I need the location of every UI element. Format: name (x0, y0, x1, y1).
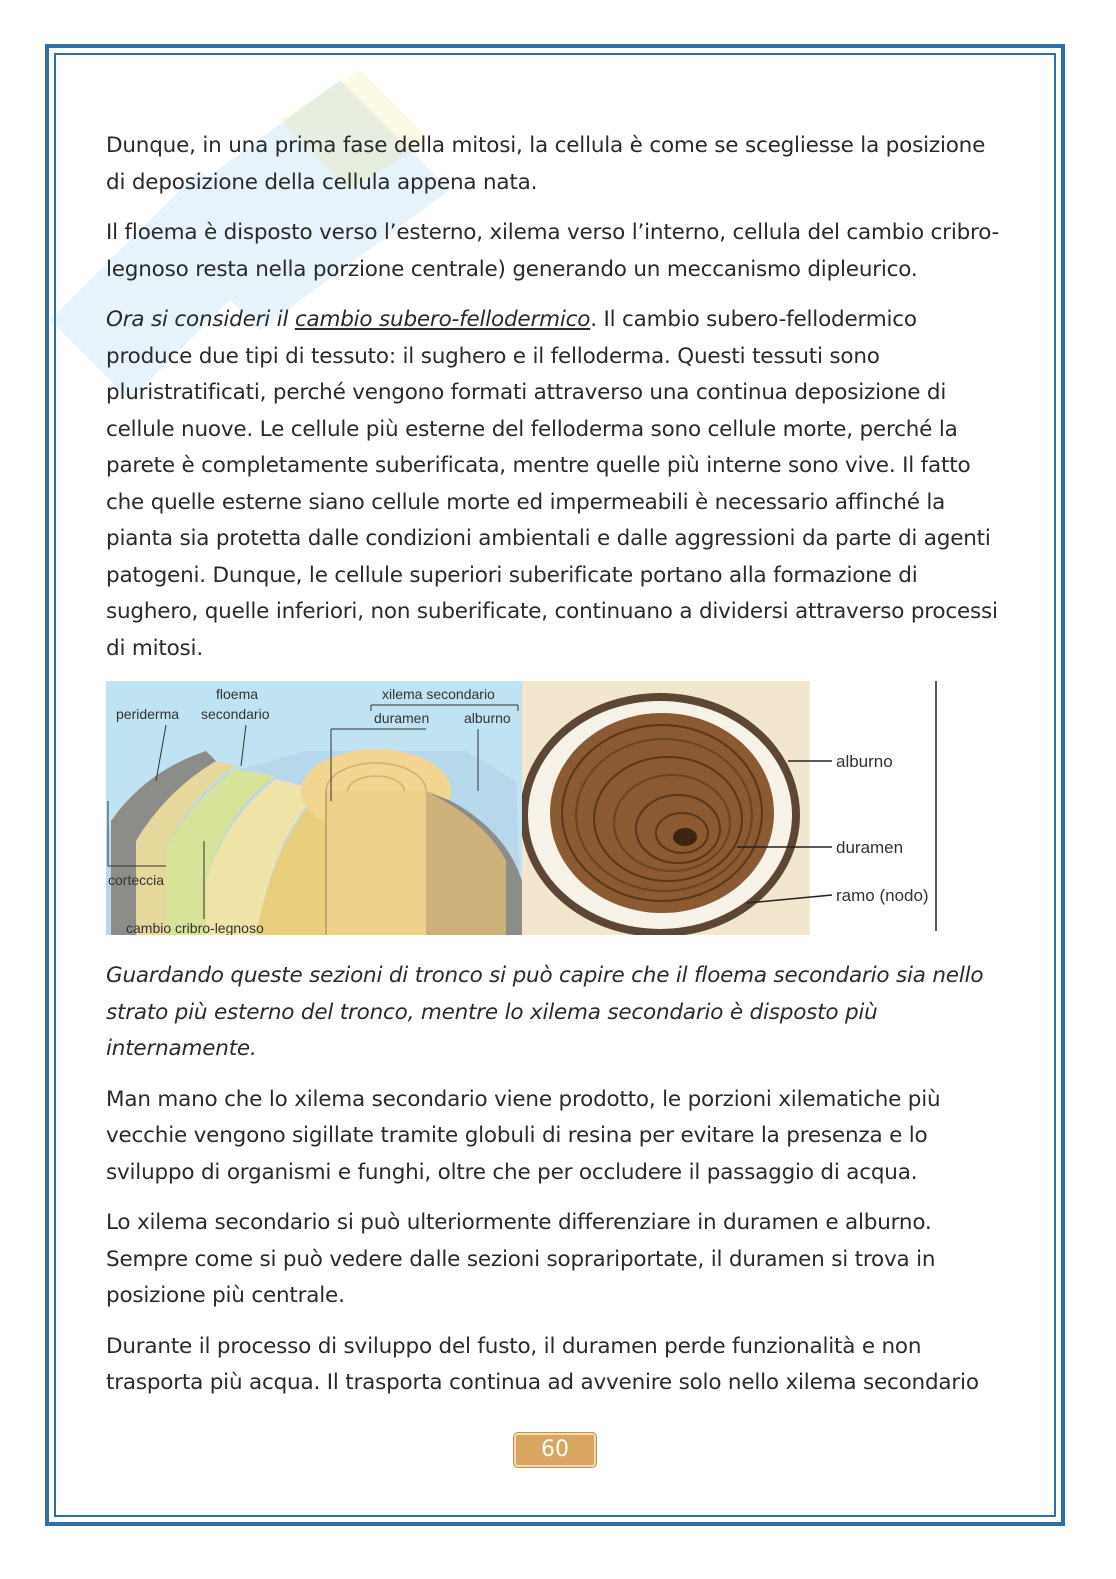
paragraph-sviluppo-fusto: Durante il processo di sviluppo del fusto, il duramen perde funzionalità e non trasporta più acqua. Il trasporta continua ad avvenire solo nello xilema secondario (106, 1333, 979, 1395)
figure-row (106, 681, 1006, 938)
label-cambio-cribro-legnoso: cambio cribro-legnoso (126, 920, 264, 935)
paragraph-duramen-alburno: Lo xilema secondario si può ulteriormente differenziare in duramen e alburno. Sempre come si può vedere dalle sezioni soprariportate, il duramen si trova in posizione più centrale. (106, 1210, 936, 1308)
label-secondario: secondario (201, 706, 270, 722)
label-alburno: alburno (464, 710, 511, 726)
label-duramen-photo: duramen (836, 838, 904, 857)
paragraph-body: . Il cambio subero-fellodermico produce due tipi di tessuto: il sughero e il felloderma. Questi tessuti sono pluristratificati, perché vengono formati attraverso una continua deposizione di cellule nuove. Le cellule più esterne del felloderma sono cellule morte, perché la parete è completamente suberificata, mentre quelle più interne sono vive. Il fatto che quelle esterne siano cellule morte ed impermeabili è necessario affinché la pianta sia protetta dalle condizioni ambientali e dalle aggressioni da parte di agenti patogeni. Dunque, le cellule superiori suberificate portano alla formazione di sughero, quelle inferiori, non suberificate, continuano a dividersi attraverso processi di mitosi. (106, 307, 998, 661)
paragraph-cambio-subero (106, 302, 1006, 667)
label-corteccia: corteccia (108, 872, 165, 888)
label-floema: floema (216, 686, 259, 702)
intro-text: Ora si consideri il (106, 307, 295, 332)
trunk-section-diagram (106, 681, 522, 935)
page-content (106, 128, 1006, 1416)
label-ramo-nodo: ramo (nodo) (836, 886, 929, 905)
label-duramen: duramen (374, 710, 430, 726)
label-xilema-secondario: xilema secondario (382, 686, 495, 702)
trunk-cross-section-photo (522, 681, 942, 935)
label-periderma: periderma (116, 706, 180, 722)
paragraph-resina: Man mano che lo xilema secondario viene prodotto, le porzioni xilematiche più vecchie vengono sigillate tramite globuli di resina per evitare la presenza e lo sviluppo di organismi e funghi, oltre che per occludere il passaggio di acqua. (106, 1086, 941, 1185)
term-cambio-subero-fellodermico: cambio subero-fellodermico (294, 307, 591, 332)
figure-caption: Guardando queste sezioni di tronco si può capire che il floema secondario sia nello strato più esterno del tronco, mentre lo xilema secondario è disposto più internamente. (106, 963, 984, 1061)
page-number-badge: 60 (514, 1433, 596, 1467)
paragraph-mitosi-fase: Dunque, in una prima fase della mitosi, la cellula è come se scegliesse la posizione di deposizione della cellula appena nata. (106, 133, 986, 195)
paragraph-floema-xilema: Il floema è disposto verso l’esterno, xilema verso l’interno, cellula del cambio cribro-legnoso resta nella porzione centrale) generando un meccanismo dipleurico. (106, 220, 1000, 282)
label-alburno-photo: alburno (836, 752, 893, 771)
